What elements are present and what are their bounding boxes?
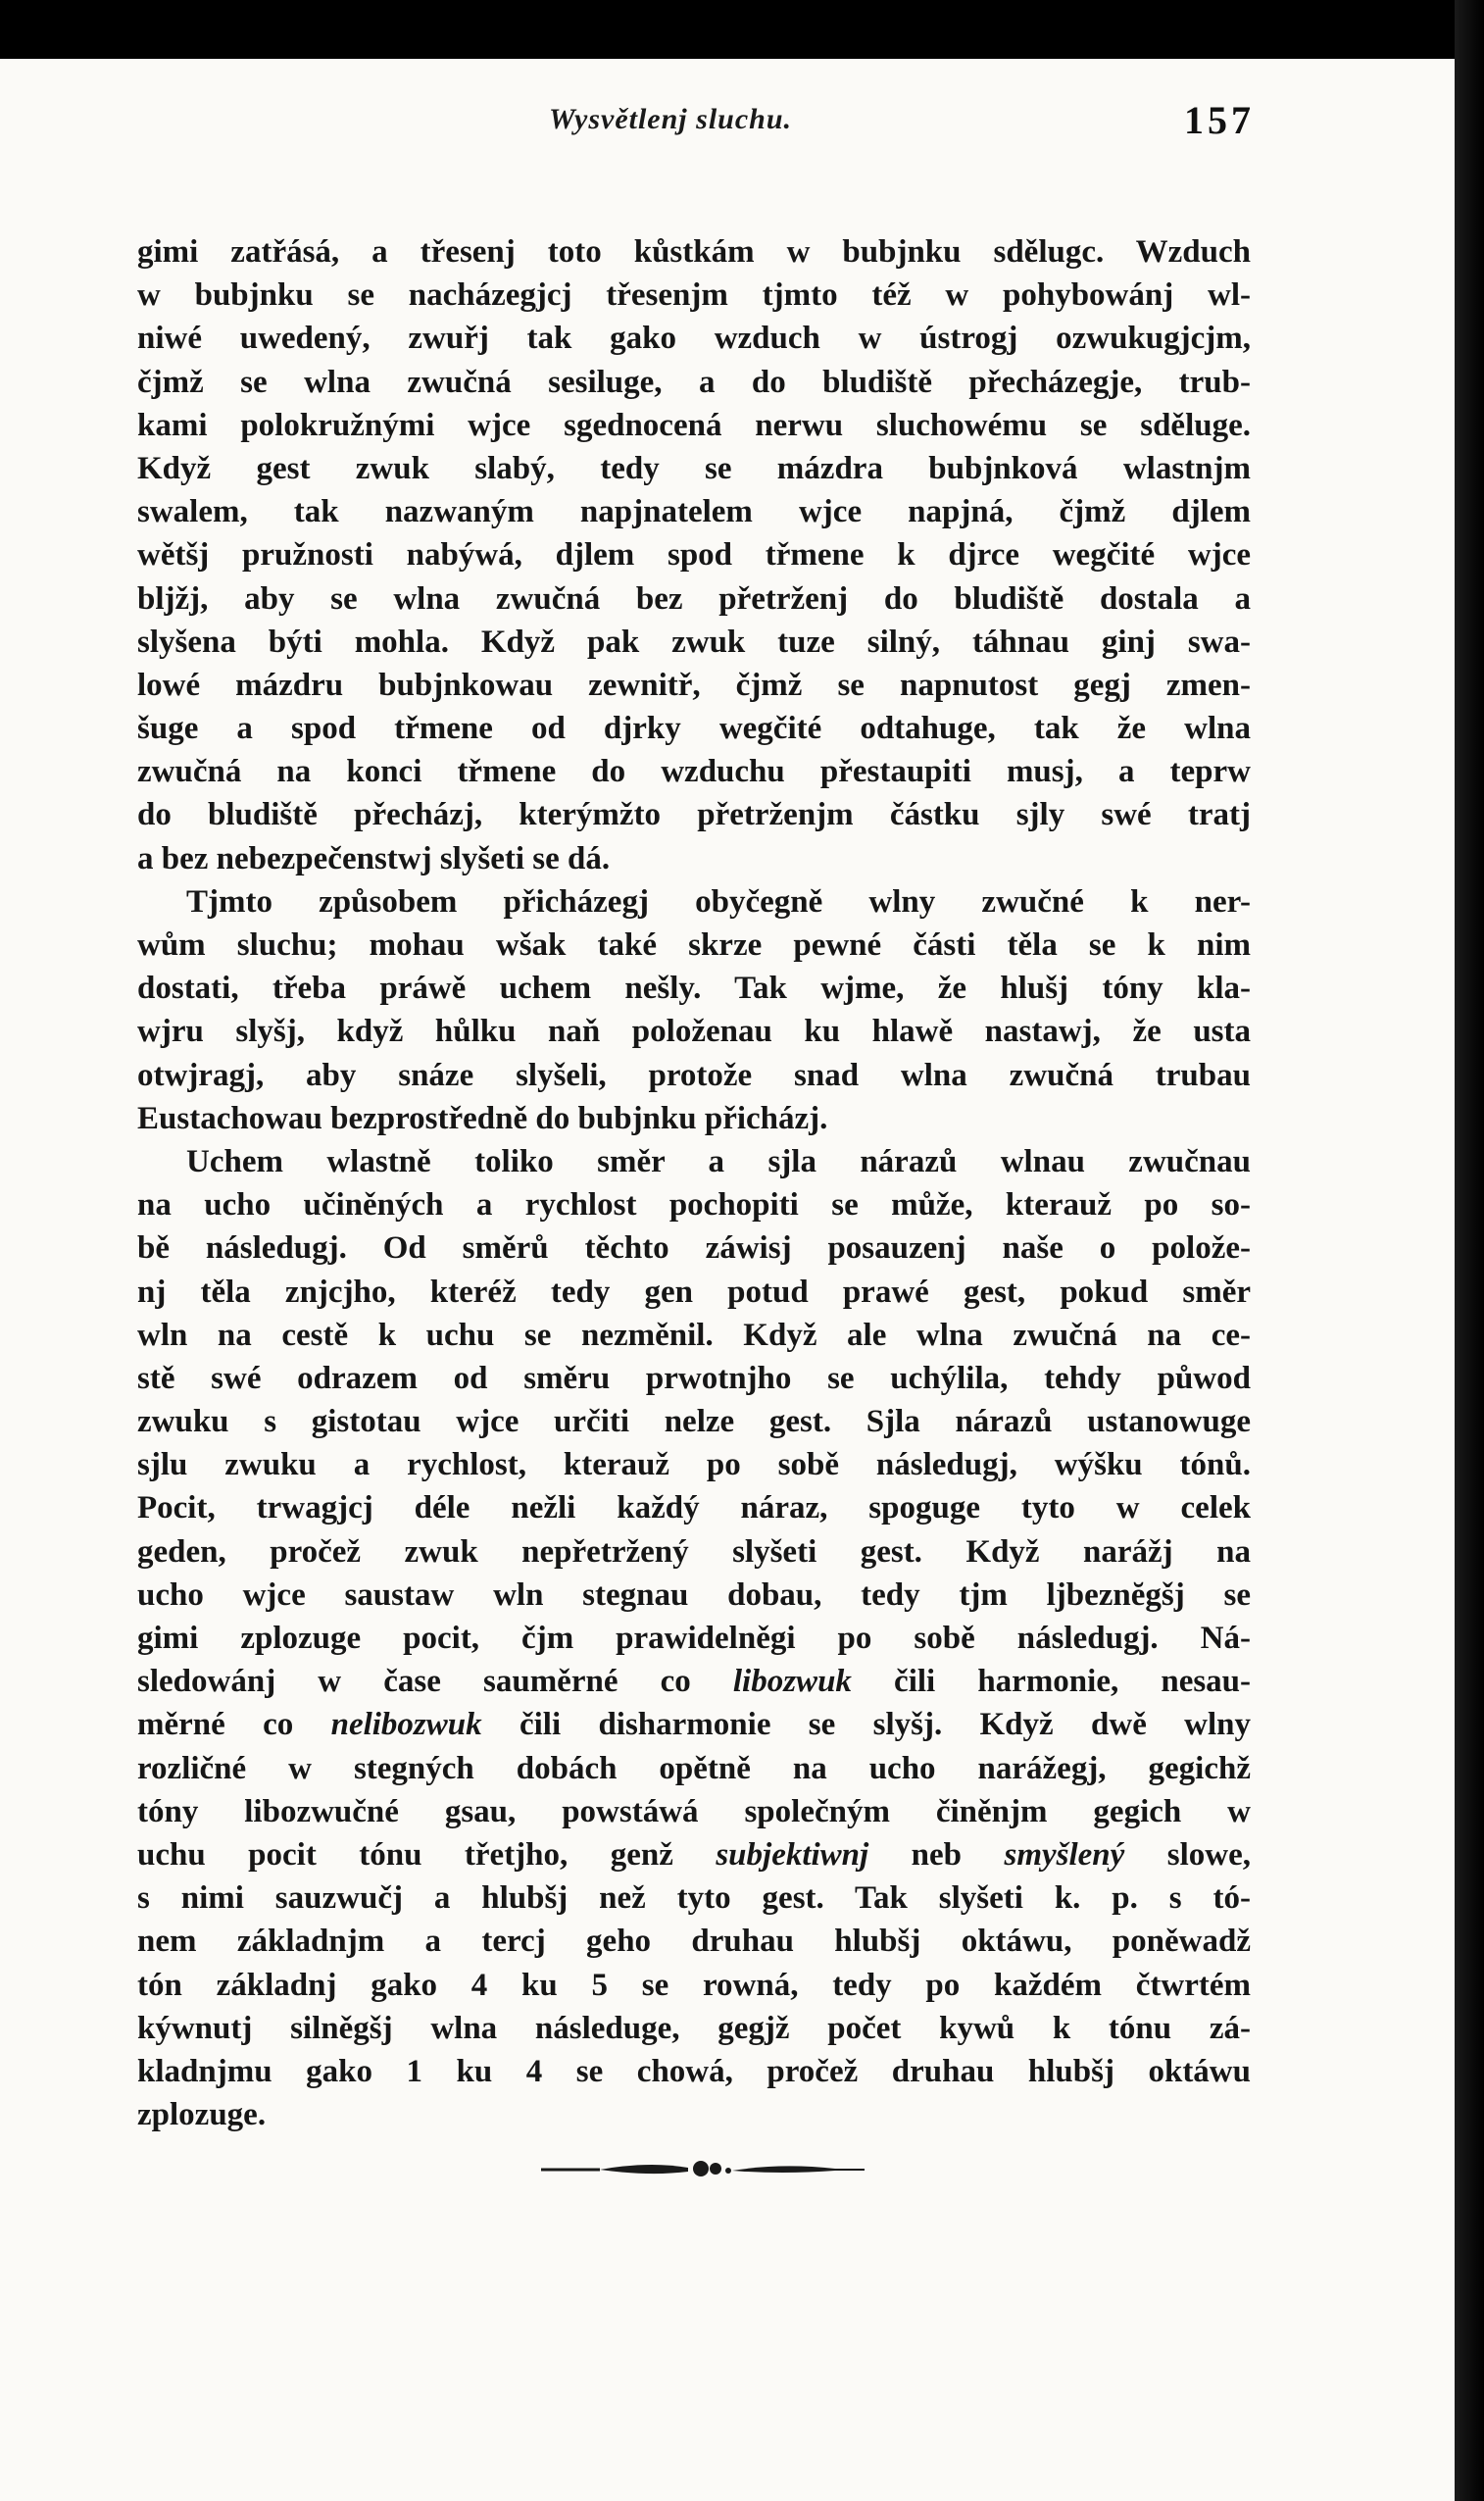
text-segment: měrné co [137, 1707, 294, 1743]
text-line: w bubjnku se nacházegjcj třesenjm tjmto též w pohybowánj wl- [137, 277, 1251, 314]
text-line: Uchem wlastně toliko směr a sjla nárazů wlnau zwučnau [186, 1143, 1251, 1179]
text-line: zwučná na konci třmene do wzduchu přestaupiti musj, a teprw [137, 754, 1251, 790]
text-segment: slowe, [1166, 1836, 1251, 1873]
text-line: rozličné w stegných dobách opětně na ucho narážegj, gegichž [137, 1750, 1251, 1786]
text-line: gimi zplozuge pocit, čjm prawidelněgi po sobě následugj. Ná- [137, 1621, 1251, 1656]
text-line: ucho wjce saustaw wln stegnau dobau, tedy tjm ljbeznĕgšj se [137, 1576, 1251, 1613]
text-line: zwuku s gistotau wjce určiti nelze gest. Sjla nárazů ustanowuge [137, 1404, 1251, 1440]
body-text [137, 230, 1251, 2136]
running-title: Wysvětlenj sluchu. [549, 103, 793, 135]
text-line: niwé uwedený, zwuřj tak gako wzduch w ústrogj ozwukugjcjm, [137, 321, 1251, 357]
text-line: čjmž se wlna zwučná sesiluge, a do bludiště přecházegje, trub- [137, 364, 1251, 400]
text-segment: uchu pocit tónu třetjho, genž [137, 1836, 673, 1873]
text-line: do bludiště přecházj, kterýmžto přetrženjm částku sjly swé tratj [137, 797, 1251, 833]
text-line: geden, pročež zwuk nepřetržený slyšeti gest. Když narážj na [137, 1533, 1251, 1570]
text-segment: čili disharmonie se slyšj. Když dwě wlny [519, 1707, 1251, 1743]
term-smysleny: smyšlený [1004, 1836, 1125, 1873]
text-line: Eustachowau bezprostředně do bubjnku přicházj. [137, 1100, 828, 1136]
text-line: otwjragj, aby snáze slyšeli, protože snad wlna zwučná trubau [137, 1057, 1251, 1093]
text-line: a bez nebezpečenstwj slyšeti se dá. [137, 840, 611, 876]
text-line: Tjmto způsobem přicházegj obyčegně wlny zwučné k ner- [186, 883, 1251, 920]
page-number: 157 [1184, 98, 1255, 142]
text-line: dostati, třeba práwě uchem nešly. Tak wjme, že hlušj tóny kla- [137, 971, 1251, 1007]
text-line: s nimi sauzwučj a hlubšj než tyto gest. Tak slyšeti k. p. s tó- [137, 1880, 1251, 1917]
term-nelibozwuk: nelibozwuk [330, 1707, 482, 1743]
scan-border-right [1455, 0, 1484, 2501]
text-line: tóny libozwučné gsau, powstáwá společným činěnjm gegich w [137, 1793, 1251, 1829]
text-line: swalem, tak nazwaným napjnatelem wjce napjná, čjmž djlem [137, 494, 1251, 530]
text-line: sjlu zwuku a rychlost, kterauž po sobě následugj, wýšku tónů. [137, 1447, 1251, 1483]
text-line [137, 1833, 1251, 1876]
text-line: wjru slyšj, když hůlku naň položenau ku hlawě nastawj, že usta [137, 1014, 1251, 1050]
term-libozwuk: libozwuk [732, 1664, 852, 1700]
text-line: wln na cestě k uchu se nezměnil. Když ale wlna zwučná na ce- [137, 1317, 1251, 1353]
page-header [137, 98, 1255, 162]
text-line: nj těla znjcjho, kteréž tedy gen potud prawé gest, pokud směr [137, 1274, 1251, 1310]
text-line: wětšj pružnosti nabýwá, djlem spod třmene k djrce wegčité wjce [137, 537, 1251, 574]
text-line: kami polokružnými wjce sgednocená nerwu sluchowému se sděluge. [137, 407, 1251, 443]
text-segment: neb [911, 1836, 963, 1873]
text-line: šuge a spod třmene od djrky wegčité odtahuge, tak že wlna [137, 711, 1251, 747]
text-line: stě swé odrazem od směru prwotnjho se uchýlila, tehdy půwod [137, 1360, 1251, 1396]
text-line: bě následugj. Od směrů těchto záwisj posauzenj naše o polože- [137, 1230, 1251, 1267]
term-subjektiwnj: subjektiwnj [716, 1836, 869, 1873]
text-line: kladnjmu gako 1 ku 4 se chowá, pročež druhau hlubšj oktáwu [137, 2053, 1251, 2089]
text-line: wům sluchu; mohau wšak také skrze pewné části těla se k nim [137, 927, 1251, 963]
text-line: gimi zatřásá, a třesenj toto kůstkám w bubjnku sdělugc. Wzduch [137, 234, 1251, 270]
text-segment: čili harmonie, nesau- [894, 1664, 1251, 1700]
text-line: lowé mázdru bubjnkowau zewnitř, čjmž se napnutost gegj zmen- [137, 667, 1251, 703]
text-segment: sledowánj w čase sauměrné co [137, 1664, 691, 1700]
text-line: Když gest zwuk slabý, tedy se mázdra bubjnková wlastnjm [137, 450, 1251, 486]
text-line: na ucho učiněných a rychlost pochopiti se může, kterauž po so- [137, 1187, 1251, 1224]
text-line: tón základnj gako 4 ku 5 se rowná, tedy po každém čtwrtém [137, 1967, 1251, 2003]
tail-piece-ornament-icon [541, 2157, 865, 2180]
text-line: nem základnjm a tercj geho druhau hlubšj oktáwu, poněwadž [137, 1924, 1251, 1960]
text-line: kýwnutj silněgšj wlna následuge, gegjž počet kywů k tónu zá- [137, 2010, 1251, 2046]
text-line: Pocit, trwagjcj déle nežli každý náraz, spoguge tyto w celek [137, 1490, 1251, 1526]
text-line: slyšena býti mohla. Když pak zwuk tuze silný, táhnau ginj swa- [137, 624, 1251, 660]
text-line: bljžj, aby se wlna zwučná bez přetrženj do bludiště dostala a [137, 580, 1251, 617]
text-line [137, 1660, 1251, 1703]
text-line: zplozuge. [137, 2097, 267, 2133]
text-line [137, 1703, 1251, 1746]
scan-border-top [0, 0, 1484, 59]
